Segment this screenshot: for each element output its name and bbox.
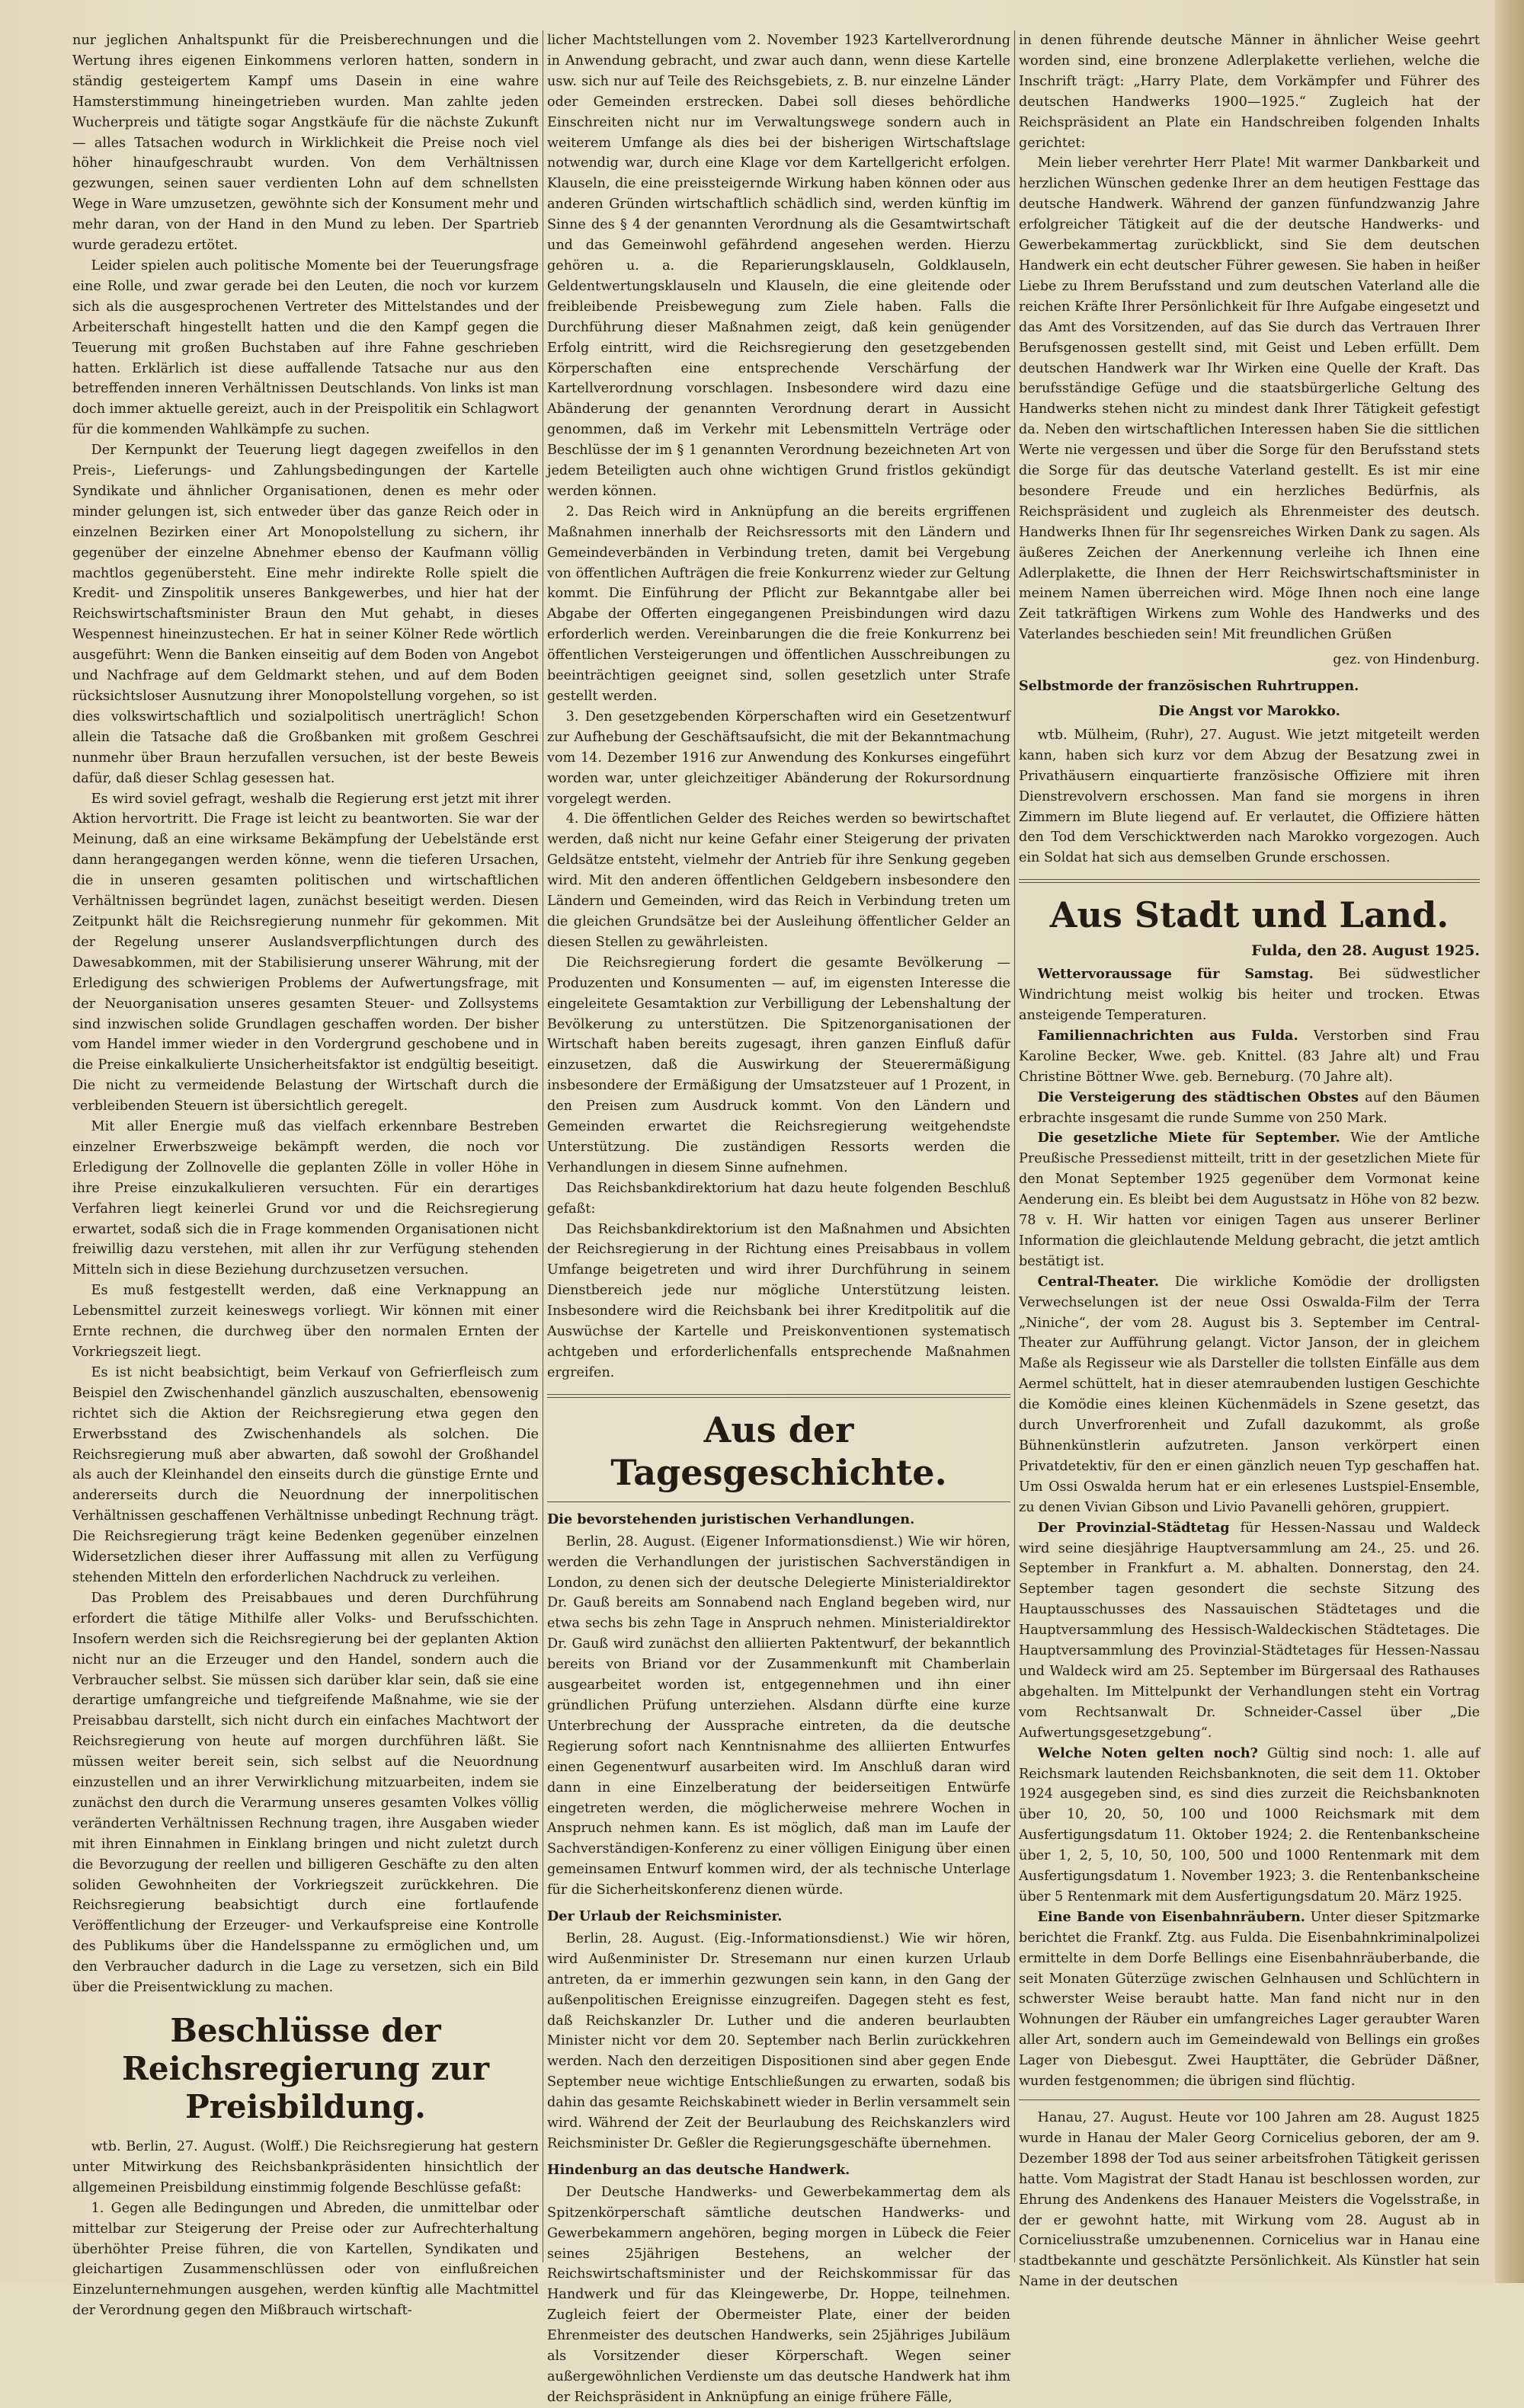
item-lead: Central-Theater. [1037,1273,1160,1290]
paragraph: Mein lieber verehrter Herr Plate! Mit warmer Dankbarkeit und herzlichen Wünschen gedenke Ihrer an dem heutigen Festtage das deutsche Handwerk. Während der ganzen fünfundzwanzig Jahre erfolgreicher Tätigkeit auf die der deutsche Handwerks- und Gewerbekammertag zurückblickt, sind Sie dem deutschen Handwerk ein echt deutscher Führer gewesen. Sie haben in heißer Liebe zu Ihrem Berufsstand und zum deutschen Vaterland alle die reichen Kräfte Ihrer Persönlichkeit für Ihre Aufgabe eingesetzt und das Amt des Vorsitzenden, auf das Sie durch das Vertrauen Ihrer Berufsgenossen gestellt sind, mit Geist und Leben erfüllt. Dem deutschen Handwerk war Ihr Wirken eine Quelle der Kraft. Das berufsständige Gefüge und die staatsbürgerliche Geltung des Handwerks stehen nicht zu mindest dank Ihrer Tätigkeit gefestigt da. Neben den wirtschaftlichen Interessen haben Sie die sittlichen Werte nie vergessen und über die Sorge für den Berufsstand stets die Sorge für das deutsche Vaterland gestellt. Es ist mir eine besondere Freude und ein herzliches Bedürfnis, als Reichspräsident und zugleich als Ehrenmeister des deutsch. Handwerks Ihnen für Ihr segensreiches Wirken Dank zu sagen. Als äußeres Zeichen der Anerkennung verleihe ich Ihnen eine Adlerplakette, die Ihnen der Herr Reichswirtschaftsminister in meinem Namen überreichen wird. Möge Ihnen noch eine lange Zeit tatkräftigen Wirkens zum Wohle des Handwerks und des Vaterlandes beschieden sein! Mit freundlichen Grüßen [1019,155,1480,643]
paragraph: Leider spielen auch politische Momente bei der Teuerungsfrage eine Rolle, und zwar gerade bei den Leuten, die noch vor kurzem sich als die ausgesprochenen Vertreter des Mittelstandes und der Arbeiterschaft hingestellt hatten und die den Kampf gegen die Teuerung mit großen Buchstaben auf ihre Fahne geschrieben hatten. Erklärlich ist diese auffallende Tatsache nur aus den betreffenden inneren Verhältnissen Deutschlands. Von links ist man doch immer aktuelle gereizt, auch in der Preispolitik ein Schlagwort für die kommenden Wahlkämpfe zu suchen. [72,257,539,438]
column-right [1019,30,1481,2290]
paragraph: Es wird soviel gefragt, weshalb die Regierung erst jetzt mit ihrer Aktion hervortritt. Die Frage ist leicht zu beantworten. Sie war der Meinung, daß an eine wirksame Bekämpfung der Uebelstände erst dann herangegangen werden könne, wenn die tieferen Ursachen, die in unseren gesamten politischen und wirtschaftlichen Verhältnissen begründet lagen, zunächst beseitigt werden. Diesen Zeitpunkt hält die Reichsregierung nunmehr für gekommen. Mit der Regelung unserer Auslandsverpflichtungen durch des Dawesabkommen, mit der Stabilisierung unserer Währung, mit der Erledigung des schwierigen Problems der Aufwertungsfrage, mit der Neuorganisation unseres gesamten Steuer- und Zollsystems sind inzwischen solide Grundlagen geschaffen worden. Der bisher vom Handel immer wieder in den Vordergrund geschobene und in die Preise einkalkulierte Unsicherheitsfaktor ist endgültig beseitigt. Die nicht zu vermeidende Belastung der Wirtschaft durch die verbleibenden Steuern ist übersichtlich geregelt. [72,791,539,1114]
article-subheading: Die bevorstehenden juristischen Verhandlungen. [547,1511,915,1527]
column-middle [547,30,1010,2405]
paragraph: 1. Gegen alle Bedingungen und Abreden, die unmittelbar oder mittelbar zur Steigerung der Preise oder zur Aufrechterhaltung überhöhter Preise führen, die von Kartellen, Syndikaten und gleichartigen Zusammenschlüssen oder von einflußreichen Einzelunternehmungen ausgehen, werden künftig alle Machtmittel der Verordnung gegen den Mißbrauch wirtschaft- [72,2200,539,2319]
paragraph: 4. Die öffentlichen Gelder des Reiches werden so bewirtschaftet werden, daß nicht nur keine Gefahr einer Steigerung der privaten Geldsätze entsteht, vielmehr der Antrieb für ihre Senkung gegeben wird. Mit den anderen öffentlichen Geldgebern insbesondere den Ländern und Gemeinden, wird das Reich in Verbindung treten um die gleichen Grundsätze bei der Ausleihung öffentlicher Gelder an diesen Stellen zu gewährleisten. [547,811,1010,950]
paragraph: Das Problem des Preisabbaues und deren Durchführung erfordert die tätige Mithilfe aller Volks- und Berufsschichten. Insofern werden sich die Reichsregierung bei der geplanten Aktion nicht nur an die Erzeuger und den Handel, sondern auch die Verbraucher selbst. Sie müssen sich darüber klar sein, daß sie eine derartige umfangreiche und tiefgreifende Maßnahme, wie sie der Preisabbau darstellt, sich nicht durch ein einfaches Machtwort der Reichsregierung von heute auf morgen durchführen läßt. Sie müssen weiter bereit sein, sich selbst auf die Neuordnung einzustellen und an ihrer Verwirklichung mitzuarbeiten, indem sie zunächst den durch die Verarmung unseres gesamten Volkes völlig veränderten Verhältnissen Rechnung tragen, ihre Ausgaben wieder mit ihren Einnahmen in Einklang bringen und nicht zuletzt durch die Bevorzugung der reellen und billigeren Geschäfte zu den alten soliden Gewohnheiten der Vorkriegszeit zurückkehren. Die Reichsregierung beabsichtigt durch eine fortlaufende Veröffentlichung der Erzeuger- und Verkaufspreise eine Kontrolle des Publikums über die Handelsspanne zu ermöglichen und, um den Verbraucher dadurch in die Lage zu versetzen, sich ein Bild über die Preisentwicklung zu machen. [72,1590,539,1996]
page-edge [1495,0,1524,2283]
paragraph: Das Reichsbankdirektorium hat dazu heute folgenden Beschluß gefaßt: [547,1180,1010,1217]
item-lead: Familiennachrichten aus Fulda. [1037,1027,1298,1044]
section-rule [547,1501,1010,1502]
item-text: Bei südwestlicher Windrichtung meist wolkig bis heiter und trocken. Etwas ansteigende Temperaturen. [1019,967,1480,1023]
paragraph: Das Reichsbankdirektorium ist den Maßnahmen und Absichten der Reichsregierung in der Richtung eines Preisabbaus in vollem Umfange beigetreten und wird ihrer Durchführung in seinem Dienstbereich jede nur mögliche Unterstützung leisten. Insbesondere wird die Reichsbank bei ihrer Kreditpolitik auf die Auswüchse der Kartelle und Preiskonventionen systematisch achtgeben und erforderlichenfalls entsprechende Maßnahmen ergreifen. [547,1221,1010,1380]
paragraph: 3. Den gesetzgebenden Körperschaften wird ein Gesetzentwurf zur Aufhebung der Geschäftsaufsicht, die mit der Bekanntmachung vom 14. Dezember 1916 zur Anwendung des Konkurses eingeführt worden war, unter gleichzeitiger Abänderung der Rokursordnung vorgelegt werden. [547,708,1010,807]
article-subheading: Hindenburg an das deutsche Handwerk. [547,2161,850,2178]
section-rule [1019,879,1480,883]
paragraph: Berlin, 28. August. (Eigener Informationsdienst.) Wie wir hören, werden die Verhandlungen der juristischen Sachverständigen in London, zu denen sich der deutsche Delegierte Ministerialdirektor Dr. Gauß bereits am Sonnabend nach England begeben wird, nur etwa sechs bis zehn Tage in Anspruch nehmen. Ministerialdirektor Dr. Gauß wird zunächst den alliierten Paktentwurf, der bekanntlich bereits von Briand vor der Zusammenkunft mit Chamberlain ausgearbeitet worden ist, entgegennehmen und ihn einer gründlichen Prüfung unterziehen. Alsdann dürfte eine kurze Unterbrechung der Aussprache eintreten, da die deutsche Regierung sofort nach Kenntnisnahme des alliierten Entwurfes einen Gegenentwurf ausarbeiten wird. Im Anschluß daran wird dann in eine Einzelberatung der beiderseitigen Entwürfe eingetreten werden, die möglicherweise mehrere Wochen in Anspruch nehmen kann. Es ist möglich, daß man im Laufe der Sachverständigen-Konferenz zu einer völligen Einigung über einen gemeinsamen Entwurf kommen wird, der als technische Unterlage für die Sicherheitskonferenz dienen würde. [547,1533,1010,1898]
item-lead: Der Provinzial-Städtetag [1037,1519,1230,1536]
section-heading: Aus Stadt und Land. [1049,894,1449,936]
paragraph: licher Machtstellungen vom 2. November 1923 Kartellverordnung in Anwendung gebracht, und zwar auch dann, wenn diese Kartelle usw. sich nur auf Teile des Reichsgebiets, z. B. nur einzelne Länder oder Gemeinden erstrecken. Dabei soll dieses behördliche Einschreiten nicht nur im Verwaltungswege sondern auch in weiterem Umfange als dies bei der bisherigen Wirtschaftslage notwendig war, durch eine Klage vor dem Kartellgericht erfolgen. Klauseln, die eine preissteigernde Wirkung haben können oder aus anderen Gründen wirtschaftlich schädlich sind, werden künftig im Sinne des § 4 der genannten Verordnung als die Gesamtwirtschaft und das Gemeinwohl gefährdend angesehen werden. Hierzu gehören u. a. die Reparierungsklauseln, Goldklauseln, Geldentwertungsklauseln und Klauseln, die eine gleitende oder freibleibende Preisbewegung zum Ziele haben. Falls die Durchführung dieser Maßnahmen zeigt, daß kein genügender Erfolg eintritt, wird die Reichsregierung den gesetzgebenden Körperschaften eine entsprechende Verschärfung der Kartellverordnung vorschlagen. Insbesondere wird dazu eine Abänderung der genannten Verordnung derart in Aussicht genommen, daß im Verkehr mit Lebensmitteln Verträge oder Beschlüsse der im § 1 genannten Verordnung bezeichneten Art von jedem Beteiligten auch ohne wichtigen Grund fristlos gekündigt werden können. [547,33,1010,499]
article-subheading: Die Angst vor Marokko. [1158,703,1340,719]
article-subheading: Der Urlaub der Reichsminister. [547,1908,783,1925]
paragraph: Hanau, 27. August. Heute vor 100 Jahren am 28. August 1825 wurde in Hanau der Maler Georg Cornicelius geboren, der am 9. Dezember 1898 der Tod aus seiner arbeitsfrohen Tätigkeit gerissen hatte. Vom Magistrat der Stadt Hanau ist beschlossen worden, zur Ehrung des Andenkens des Hanauer Meisters die Vogelsstraße, in der er gewohnt hatte, mit Wirkung vom 28. August ab in Corniceliusstraße umzubenennen. Cornicelius war in Hanau eine stadtbekannte und geschätzte Persönlichkeit. Als Künstler hat sein Name in der deutschen [1019,2110,1480,2290]
item-text: auf den Bäumen erbrachte insgesamt die runde Summe von 250 Mark. [1019,1089,1481,1126]
section-rule [1019,2099,1480,2100]
paragraph: 2. Das Reich wird in Anknüpfung an die bereits ergriffenen Maßnahmen innerhalb der Reichsressorts mit den Ländern und Gemeindeverbänden in Verbindung treten, damit bei Vergebung von öffentlichen Aufträgen die freie Konkurrenz wieder zur Geltung kommt. Die Einführung der Pflicht zur Bekanntgabe aller bei Abgabe der Offerten eingegangenen Preisbindungen wird dazu erforderlich werden. Vereinbarungen die die freie Konkurrenz bei öffentlichen Versteigerungen und öffentlichen Ausschreibungen zu beeinträchtigen geeignet sind, sollen gesetzlich unter Strafe gestellt werden. [547,504,1010,704]
paragraph: nur jeglichen Anhaltspunkt für die Preisberechnungen und die Wertung ihres eigenen Einkommens verloren hatten, sondern in ständig gesteigertem Kampf ums Dasein in eine wahre Hamsterstimmung hineingetrieben wurden. Man zahlte jeden Wucherpreis und tätigte sogar Angstkäufe für die nächste Zukunft — alles Tatsachen wodurch in Wirklichkeit die Preise noch viel höher hinaufgeschraubt wurden. Von dem Verhältnissen gezwungen, seinen sauer verdienten Lohn auf dem schnellsten Wege in Ware umzusetzen, gewöhnte sich der Konsument mehr und mehr daran, von der Hand in den Mund zu leben. Der Spartrieb wurde geradezu ertötet. [72,33,539,254]
signature-line: gez. von Hindenburg. [1333,652,1480,668]
item-text: Verstorben sind Frau Karoline Becker, Wwe. geb. Knittel. (83 Jahre alt) und Frau Christine Böttner Wwe. geb. Berneburg. (70 Jahre alt). [1019,1028,1480,1085]
dateline: Fulda, den 28. August 1925. [1251,942,1480,960]
column-left [72,30,539,2319]
paragraph: in denen führende deutsche Männer in ähnlicher Weise geehrt worden sind, eine bronzene Adlerplakette verliehen, welche die Inschrift trägt: „Harry Plate, dem Vorkämpfer und Führer des deutschen Handwerks 1900—1925.“ Zugleich hat der Reichspräsident an Plate ein Handschreiben folgenden Inhalts gerichtet: [1019,33,1480,151]
paragraph: Es ist nicht beabsichtigt, beim Verkauf von Gefrierfleisch zum Beispiel den Zwischenhandel gänzlich auszuschalten, ebensowenig richtet sich die Aktion der Reichsregierung etwa gegen den Erwerbsstand des Zwischenhandels als solchen. Die Reichsregierung muß aber abwarten, daß sowohl der Großhandel als auch der Kleinhandel den einseits durch die günstige Ernte und andererseits durch die Neuordnung der innerpolitischen Verhältnissen geschaffenen Verhältnisse unbedingt Rechnung trägt. Die Reichsregierung trägt keine Bedenken gegenüber einzelnen Widersetzlichen dieser ihrer Auffassung mit allen zu Verfügung stehenden Mitteln den erforderlichen Nachdruck zu verleihen. [72,1364,539,1585]
item-lead: Welche Noten gelten noch? [1037,1744,1258,1761]
paragraph: Berlin, 28. August. (Eig.-Informationsdienst.) Wie wir hören, wird Außenminister Dr. Stresemann nur einen kurzen Urlaub antreten, da er immerhin gezwungen sein kann, in den Gang der außenpolitischen Ereignisse einzugreifen. Dagegen steht es fest, daß Reichskanzler Dr. Luther und die anderen beurlaubten Minister nicht vor dem 20. September nach Berlin zurückkehren werden. Nach den derzeitigen Dispositionen sind aber gegen Ende September neue wichtige Entschließungen zu erwarten, sodaß bis dahin das gesamte Reichskabinett wieder in Berlin versammelt sein wird. Während der Zeit der Beurlaubung des Reichskanzlers wird Reichsminister Dr. Geßler die Regierungsgeschäfte übernehmen. [547,1930,1010,2151]
item-text: Unter dieser Spitzmarke berichtet die Frankf. Ztg. aus Fulda. Die Eisenbahnkriminalpolizei ermittelte in dem Dorfe Bellings eine Eisenbahnräuberbande, die seit Monaten Güterzüge zwischen Gelnhausen und Schlüchtern in schwerster Weise beraubt hatte. Man fand nicht nur in den Wohnungen der Räuber ein umfangreiches Lager geraubter Waren aller Art, sondern auch im Gemeindewald von Bellings ein großes Lager von Diebesgut. Zwei Haupttäter, die Gebrüder Däßner, wurden festgenommen; die übrigen sind flüchtig. [1019,1909,1480,2090]
item-lead: Die Versteigerung des städtischen Obstes [1037,1089,1359,1105]
paragraph: Der Kernpunkt der Teuerung liegt dagegen zweifellos in den Preis-, Lieferungs- und Zahlungsbedingungen der Kartelle Syndikate und ähnlicher Organisationen, denen es mehr oder minder gelungen ist, sich entweder über das ganze Reich oder in einzelnen Bezirken einer Art Monopolstellung zu sichern, ihr gegenüber der einzelne Abnehmer ebenso der Kaufmann völlig machtlos gegenübersteht. Eine mehr indirekte Rolle spielt die Kredit- und Zinspolitik unseres Bankgewerbes, und hier hat der Reichswirtschaftsminister Braun den Mut gehabt, in dieses Wespennest hineinzustechen. Er hat in seiner Kölner Rede wörtlich ausgeführt: Wenn die Banken einseitig auf dem Boden von Angebot und Nachfrage auf dem Geldmarkt stehen, und auf dem Boden rücksichtsloser Ausnutzung ihrer Monopolstellung vorgehen, so ist dies volkswirtschaftlich und sozialpolitisch unerträglich! Schon allein die Tatsache daß die Großbanken mit großem Geschrei nunmehr über Braun herzufallen versuchen, ist der beste Beweis dafür, daß dieser Schlag gesessen hat. [72,443,539,786]
column-divider [1014,30,1015,2262]
article-heading: Beschlüsse der Reichsregierung zur Preisbildung. [122,2012,489,2125]
paragraph: Die Reichsregierung fordert die gesamte Bevölkerung — Produzenten und Konsumenten — auf, im eigensten Interesse die eingeleitete Gesamtaktion zur Verbilligung der Lebenshaltung der Bevölkerung zu unterstützen. Die Spitzenorganisationen der Wirtschaft haben bereits zugesagt, ihren ganzen Einfluß dafür einzusetzen, daß die Auswirkung der Steuerermäßigung insbesondere der Ermäßigung der Umsatzsteuer auf 1 Prozent, in den Preisen zum Ausdruck kommt. Von den Ländern und Gemeinden erwartet die Reichsregierung weitgehendste Unterstützung. Die zuständigen Ressorts werden die Verhandlungen in diesem Sinne aufnehmen. [547,955,1010,1175]
item-lead: Wettervoraussage für Samstag. [1037,966,1314,983]
item-text: für Hessen-Nassau und Waldeck wird seine diesjährige Hauptversammlung am 24., 25. und 26. September in Frankfurt a. M. abhalten. Donnerstag, den 24. September tagen gesondert die sechste Sitzung des Hauptausschusses des Nassauischen Städtetages und die Hauptversammlung des Hessisch-Waldeckischen Städtetages. Die Hauptversammlung des Provinzial-Städtetages für Hessen-Nassau und Waldeck wird am 25. September im Bürgersaal des Rathauses abgehalten. Im Mittelpunkt der Verhandlungen steht ein Vortrag vom Rechtsanwalt Dr. Schneider-Cassel über „Die Aufwertungsgesetzgebung“. [1019,1520,1481,1741]
item-text: Die wirkliche Komödie der drolligsten Verwechselungen ist der neue Ossi Oswalda-Film der Terra „Niniche“, der vom 28. August bis 3. September im Central-Theater zur Aufführung gelangt. Victor Janson, der in gleichem Maße als Regisseur wie als Darsteller die tollsten Einfälle aus dem Aermel schüttelt, hat in dieser atemraubenden lustigen Geschichte die Komödie eines kleinen Küchenmädels in Szene gesetzt, das durch Unverfrorenheit und Zufall dazukommt, als große Bühnenkünstlerin aufzutreten. Janson verkörpert einen Privatdetektiv, für den er einen gänzlich neuen Typ geschaffen hat. Um Ossi Oswalda herum hat er ein erlesenes Lustspiel-Ensemble, zu denen Vivian Gibson und Livio Pavanelli gehören, gruppiert. [1019,1274,1480,1515]
section-rule [547,1394,1010,1398]
section-heading: Aus der Tagesgeschichte. [610,1409,947,1493]
item-lead: Die gesetzliche Miete für September. [1037,1130,1340,1146]
item-text: Wie der Amtliche Preußische Pressedienst mitteilt, tritt in der gesetzlichen Miete für den Monat September 1925 gegenüber dem Vormonat keine Aenderung ein. Es bleibt bei dem Augustsatz in Höhe von 82 bezw. 78 v. H. Wir hatten vor einigen Tagen aus unserer Berliner Information die gleichlautende Meldung gebracht, die jetzt amtlich bestätigt ist. [1019,1130,1480,1269]
item-text: Gültig sind noch: 1. alle auf Reichsmark lautenden Reichsbanknoten, die seit dem 11. Oktober 1924 ausgegeben sind, es sind dies zurzeit die Reichsbanknoten über 10, 20, 50, 100 und 1000 Reichsmark mit dem Ausfertigungsdatum 11. Oktober 1924; 2. die Rentenbankscheine über 1, 2, 5, 10, 50, 100, 500 und 1000 Rentenmark mit dem Ausfertigungsdatum 1. November 1923; 3. die Rentenbankscheine über 5 Rentenmark mit dem Ausfertigungsdatum 20. März 1925. [1019,1745,1480,1904]
paragraph: wtb. Berlin, 27. August. (Wolff.) Die Reichsregierung hat gestern unter Mitwirkung des Reichsbankpräsidenten hinsichtlich der allgemeinen Preisbildung einstimmig folgende Beschlüsse gefaßt: [72,2139,539,2195]
paragraph: wtb. Mülheim, (Ruhr), 27. August. Wie jetzt mitgeteilt werden kann, haben sich kurz vor dem Abzug der Besatzung zwei in Privathäusern einquartierte französische Offiziere mit ihren Dienstrevolvern erschossen. Man fand sie morgens in ihren Zimmern im Blute liegend auf. Er verlautet, die Offiziere hätten den Tod dem Verschicktwerden nach Marokko vorgezogen. Auch ein Soldat hat sich aus demselben Grunde erschossen. [1019,727,1480,866]
item-lead: Eine Bande von Eisenbahnräubern. [1037,1908,1305,1925]
article-subheading: Selbstmorde der französischen Ruhrtruppen. [1019,678,1359,695]
paragraph: Mit aller Energie muß das vielfach erkennbare Bestreben einzelner Erwerbszweige bekämpft werden, die noch vor Erledigung der Zollnovelle die geplanten Zölle in voller Höhe in ihre Preise einzukalkulieren versuchten. Für ein derartiges Verfahren liegt keinerlei Grund vor und die Reichsregierung erwartet, sodaß sich die in Frage kommenden Organisationen nicht freiwillig dazu verstehen, mit allen ihr zur Verfügung stehenden Mitteln sich in diese Beziehung durchzusetzen versuchen. [72,1119,539,1278]
paragraph: Es muß festgestellt werden, daß eine Verknappung an Lebensmittel zurzeit keineswegs vorliegt. Wir können mit einer Ernte rechnen, die durchweg über den normalen Ernten der Vorkriegszeit liegt. [72,1283,539,1360]
paragraph: Der Deutsche Handwerks- und Gewerbekammertag dem als Spitzenkörperschaft sämtliche deutschen Handwerks- und Gewerbekammern angehören, beging morgen in Lübeck die Feier seines 25jährigen Bestehens, an welcher der Reichswirtschaftsminister und der Reichskommissar für das Handwerk und für das Kleingewerbe, Dr. Hoppe, teilnehmen. Zugleich feiert der Obermeister Plate, einer der beiden Ehrenmeister des deutschen Handwerks, sein 25jähriges Jubiläum als Vorsitzender dieser Körperschaft. Wegen seiner außergewöhnlichen Verdienste um das deutsche Handwerk hat ihm der Reichspräsident in Anknüpfung an einige frühere Fälle, [547,2184,1010,2405]
